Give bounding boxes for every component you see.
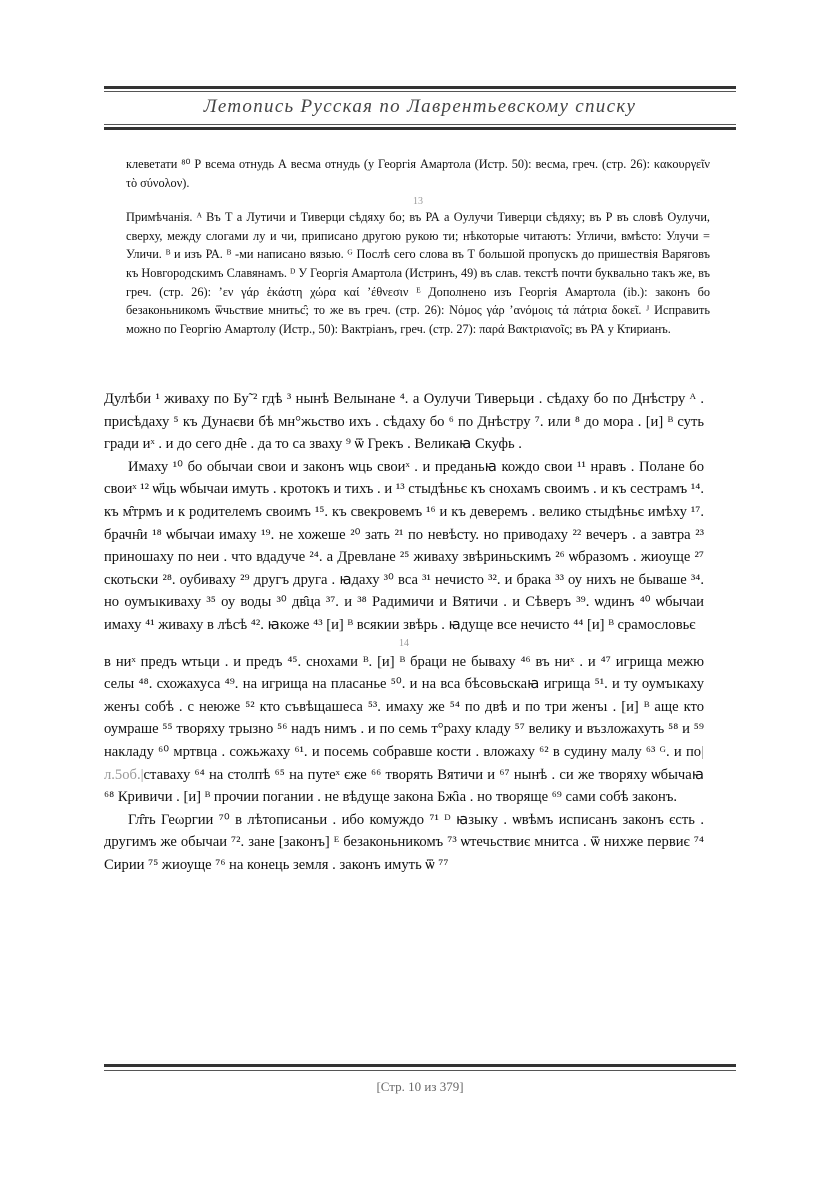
source-page-number-13: 13 <box>413 196 423 208</box>
header-rule-top-thick <box>104 86 736 89</box>
footnote-continuation: клеветати ⁸⁰ Р всема отнудь А весма отнудь (у Георгія Амартола (Истр. 50): весма, греч. (стр. 26): κακουργεῖν τὸ σύνολον). <box>126 157 710 190</box>
source-page-number-14: 14 <box>399 637 409 649</box>
paragraph-v-nikh <box>104 651 704 809</box>
header-rule-top-thin <box>104 91 736 92</box>
paragraph-v-nikh-text: в ниˣ предъ ѡтьци . и предъ ⁴⁵. снохами ᴮ. [и] ᴮ браци не бываху ⁴⁶ въ ниˣ . и ⁴⁷ игрища межю селы ⁴⁸. схожахуса ⁴⁹. на игрища на пласанье ⁵⁰. и на вса бѣсовьскаꙗ игрища ⁵¹. и ту оумъıкаху женъı собѣ . с неюже ⁵² кто съвѣщашеса ⁵³. имаху же ⁵⁴ по двѣ и по три женъı . [и] ᴮ аще кто оумраше ⁵⁵ творяху трызно ⁵⁶ надъ нимъ . и по семь т°раху кладу ⁵⁷ велику и възложахуть ⁵⁸ и ⁵⁹ накладу ⁶⁰ мртвца . сожьжаху ⁶¹. и посемь собравше кости . вложаху ⁶² в судину малу ⁶³ ᴳ. и по <box>104 653 704 760</box>
chronicle-text <box>104 388 704 876</box>
running-header-title: Летопись Русская по Лаврентьевскому списку <box>203 96 637 117</box>
paragraph-dulebi: Дулѣби ¹ живаху по Бу̃ ² гдѣ ³ нынѣ Велынане ⁴. а Оулучи Тиверьци . сѣдаху бо по Днѣстру ᴬ . присѣдаху ⁵ къ Дунаєви бѣ мн°жьство ихъ . сѣдаху бо ⁶ по Днѣстру ⁷. или ⁸ до мора . [и] ᴮ суть гради иˣ . и до сего дн̑е . да то са зваху ⁹ ѿ Грекъ . Великаꙗ Скуфь . <box>104 391 704 453</box>
header-rule-bottom-thin <box>104 124 736 125</box>
paragraph-imakhu: Имаху ¹⁰ бо обычаи свои и законъ ѡць своиˣ . и преданьꙗ кождо свои ¹¹ нравъ . Полане бо своиˣ ¹² ѡ҃ць ѡбычаи имуть . кротокъ и тихъ . и ¹³ стыдѣньє къ снохамъ своимъ . и къ сестрамъ ¹⁴. къ м̑трмъ и к родителемъ своимъ ¹⁵. къ свекровемъ ¹⁶ и къ деверемъ . велико стыдѣньє имѣху ¹⁷. брачн̑и ¹⁸ ѡбычаи имаху ¹⁹. не хожеше ²⁰ зать ²¹ по невѣсту. но приводаху ²² вечеръ . а завтра ²³ приношаху по неи . что вдадуче ²⁴. а Древлане ²⁵ живаху звѣриньскимъ ²⁶ ѡбразомъ . жиоуще ²⁷ скотьски ²⁸. оубиваху ²⁹ другъ друга . ꙗдаху ³⁰ вса ³¹ нечисто ³². и брака ³³ оу нихъ не бываше ³⁴. но оумъıкиваху ³⁵ оу воды ³⁰ дв̑ца ³⁷. и ³⁸ Радимичи и Вятичи . и Сѣверъ ³⁹. ѡдинъ ⁴⁰ ѡбычаи имаху ⁴¹ живаху в лѣсѣ ⁴². ꙗкоже ⁴³ [и] ᴮ всякии звѣрь . ꙗдуще все нечисто ⁴⁴ [и] ᴮ срамословьє <box>104 458 704 633</box>
footer-rule-thick <box>104 1064 736 1067</box>
header-rule-bottom-thick <box>104 127 736 130</box>
paragraph-v-nikh-cont: ставаху ⁶⁴ на столпѣ ⁶⁵ на путеˣ єже ⁶⁶ творять Вятичи и ⁶⁷ нынѣ . си же творяху ѡбычаꙗ ⁶⁸ Кривичи . [и] ᴮ прочии погании . не вѣдуще закона Бж̑ıа . но творяще ⁶⁹ сами собѣ законъ. <box>104 766 704 806</box>
page-indicator: [Стр. 10 из 379] <box>376 1079 464 1094</box>
editorial-notes: Примѣчанія. ᴬ Въ Т а Лутичи и Тиверци сѣдяху бо; въ РА а Оулучи Тиверци сѣдяху; въ Р въ словѣ Оулучи, сверху, между слогами лу и чи, приписано другою рукою ти; нѣкоторые читаютъ: Угличи, вмѣсто: Улучи = Уличи. ᴮ и изъ РА. ᴮ -ми написано вязью. ᴳ Послѣ сего слова въ Т большой пропускъ до пришествія Варяговъ къ Новгородскимъ Славянамъ. ᴰ У Георгія Амартола (Истринъ, 49) въ слав. текстѣ почти буквально такъ же, въ греч. (стр. 26): ʼεν γάρ ἑκάστη χώρα καί ʼέθνεσιν ᴱ Дополнено изъ Георгія Амартола (ib.): законъ бо безаконьникомъ ѿчьствие мнитьс̑; то же въ греч. (стр. 26): Νόμος γάρ ʼανόμοις τά πάτρια δοκεῖ. ᴶ Исправить можно по Георгію Амартолу (Истр., 50): Вактріанъ, греч. (стр. 27): παρά Βακτριανοῖς; въ РА у Ктирианъ. <box>126 210 710 336</box>
folio-marker: |л.5об.| <box>104 743 704 783</box>
footer-rule-thin <box>104 1070 736 1071</box>
paragraph-georgii: Гл̑ть Геωргии ⁷⁰ в лѣтописаньи . ибо комуждо ⁷¹ ᴰ ꙗзыку . ѡвѣмъ исписанъ законъ єсть . другимъ же обычаи ⁷². зане [законъ] ᴱ безаконьникомъ ⁷³ ѡтечьствиє мнитса . ѿ нихже первиє ⁷⁴ Сирии ⁷⁵ жиоуще ⁷⁶ на конець земля . законъ имуть ѿ ⁷⁷ <box>104 811 704 873</box>
footnotes-block <box>126 155 710 338</box>
